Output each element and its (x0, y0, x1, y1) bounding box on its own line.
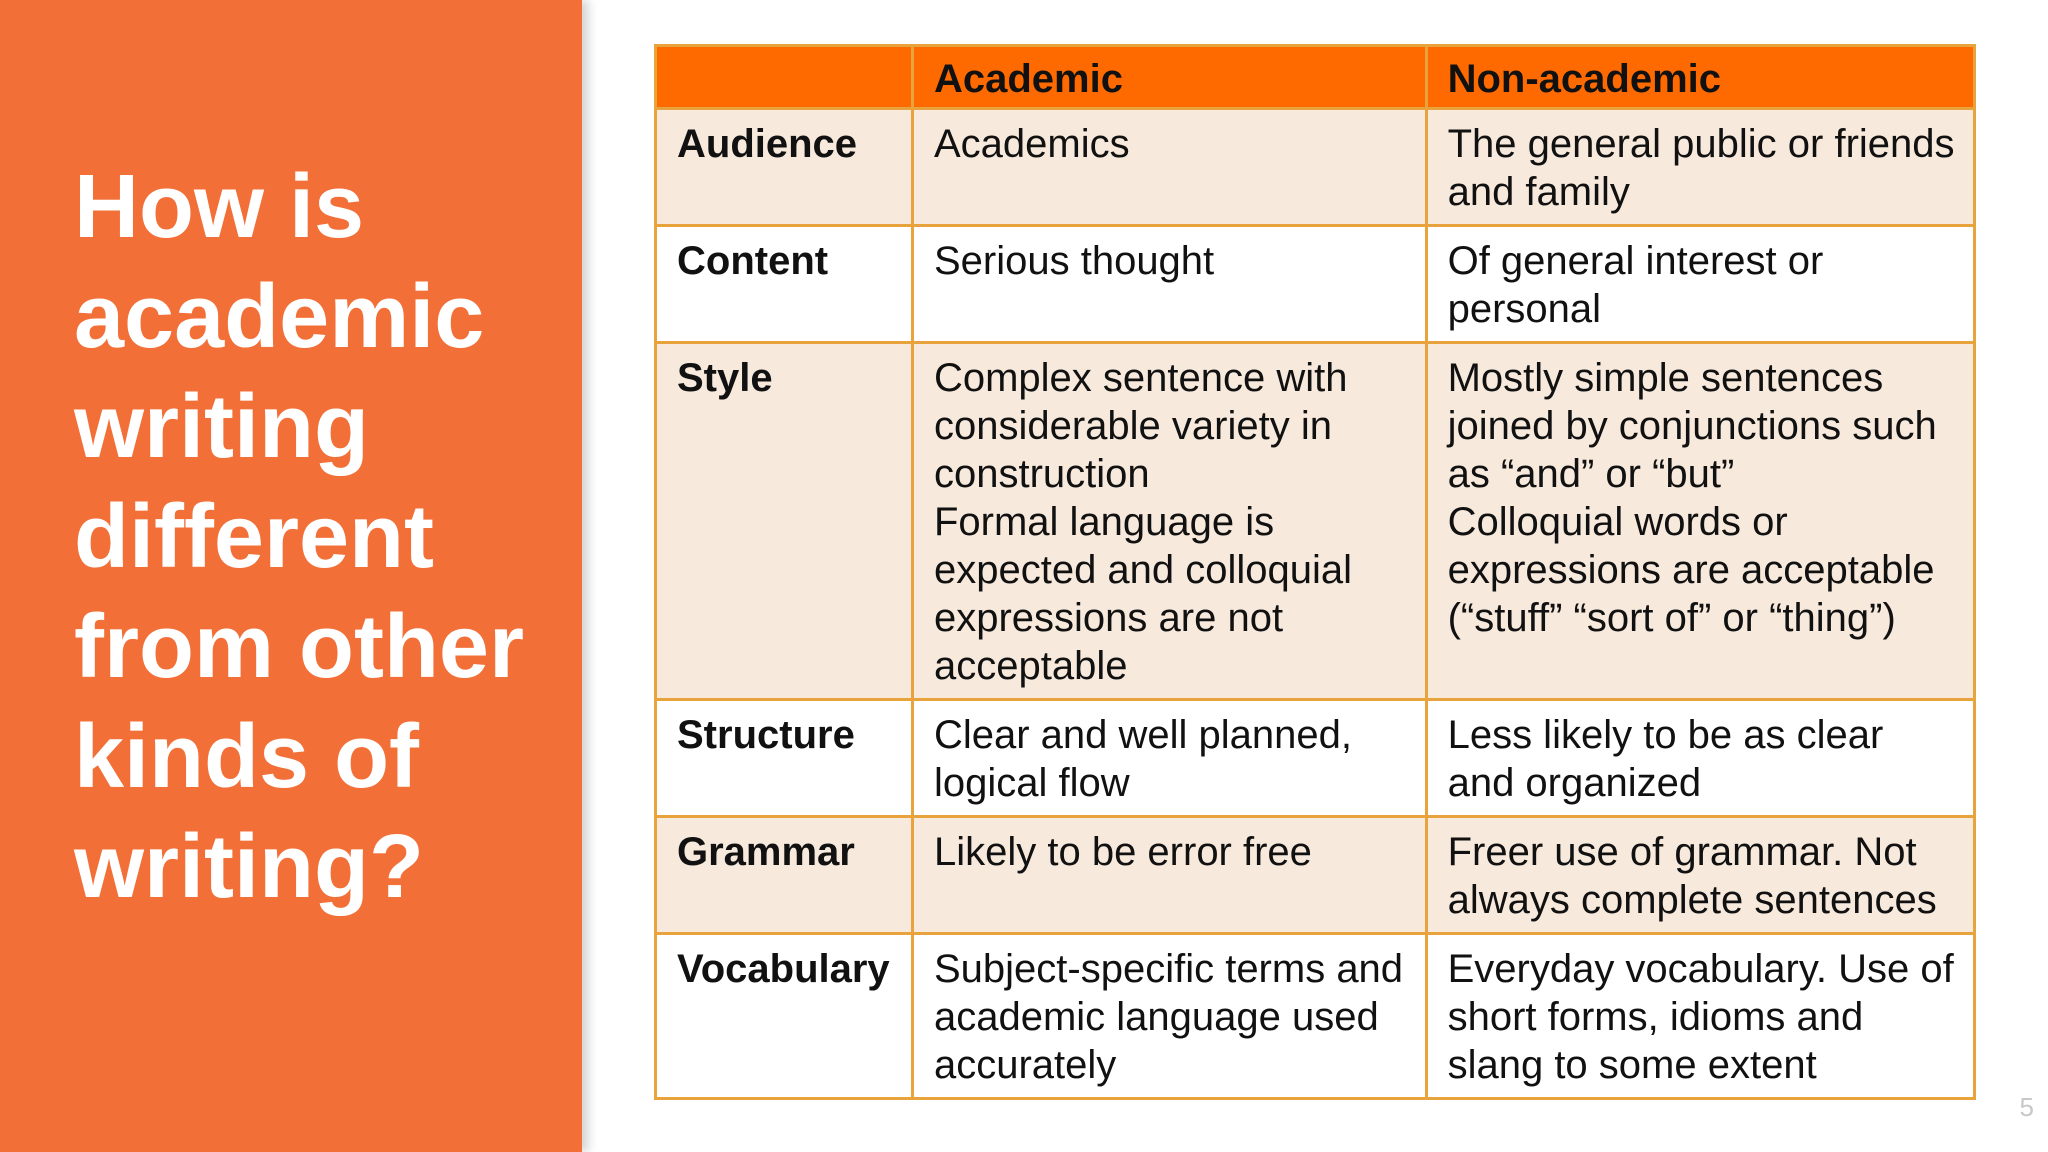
cell-text: Everyday vocabulary. Use of short forms, idioms and slang to some extent (1447, 947, 1954, 1087)
cell-text: Serious thought (933, 239, 1215, 283)
table-row (656, 700, 1975, 817)
cell-text: Of general interest or personal (1447, 239, 1824, 331)
header-academic: Academic (912, 46, 1426, 109)
cell-text: Clear and well planned, logical flow (933, 713, 1353, 805)
page-number: 5 (2019, 1092, 2034, 1122)
table-row (656, 817, 1975, 934)
table-header-row (656, 46, 1975, 109)
academic-cell (912, 817, 1426, 934)
cell-text: Freer use of grammar. Not always complete sentences (1447, 830, 1937, 922)
header-non-academic: Non-academic (1426, 46, 1974, 109)
row-label: Audience (656, 109, 913, 226)
table-row (656, 343, 1975, 700)
row-label: Style (656, 343, 913, 700)
academic-cell (912, 109, 1426, 226)
title-panel (0, 0, 582, 1152)
cell-text: The general public or friends and family (1447, 122, 1955, 214)
academic-cell (912, 700, 1426, 817)
cell-text: Colloquial words or expressions are acceptable (“stuff” “sort of” or “thing”) (1447, 500, 1935, 640)
table-row (656, 226, 1975, 343)
comparison-table (654, 44, 1976, 1100)
cell-text: Likely to be error free (933, 830, 1312, 874)
header-empty (656, 46, 913, 109)
non-academic-cell (1426, 700, 1974, 817)
non-academic-cell (1426, 934, 1974, 1099)
cell-text: Less likely to be as clear and organized (1447, 713, 1884, 805)
cell-text: Complex sentence with considerable variety in construction (933, 356, 1348, 496)
table-row (656, 934, 1975, 1099)
non-academic-cell (1426, 343, 1974, 700)
non-academic-cell (1426, 109, 1974, 226)
table-row (656, 109, 1975, 226)
cell-text: Mostly simple sentences joined by conjunctions such as “and” or “but” (1447, 356, 1937, 496)
non-academic-cell (1426, 817, 1974, 934)
non-academic-cell (1426, 226, 1974, 343)
cell-text: Academics (933, 122, 1130, 166)
cell-text: Subject-specific terms and academic language used accurately (933, 947, 1404, 1087)
row-label: Structure (656, 700, 913, 817)
row-label: Content (656, 226, 913, 343)
academic-cell (912, 226, 1426, 343)
slide-title: How is academic writing different from other kinds of writing? (74, 157, 524, 917)
academic-cell (912, 343, 1426, 700)
cell-text: Formal language is expected and colloquial expressions are not acceptable (933, 500, 1353, 688)
row-label: Grammar (656, 817, 913, 934)
row-label: Vocabulary (656, 934, 913, 1099)
academic-cell (912, 934, 1426, 1099)
